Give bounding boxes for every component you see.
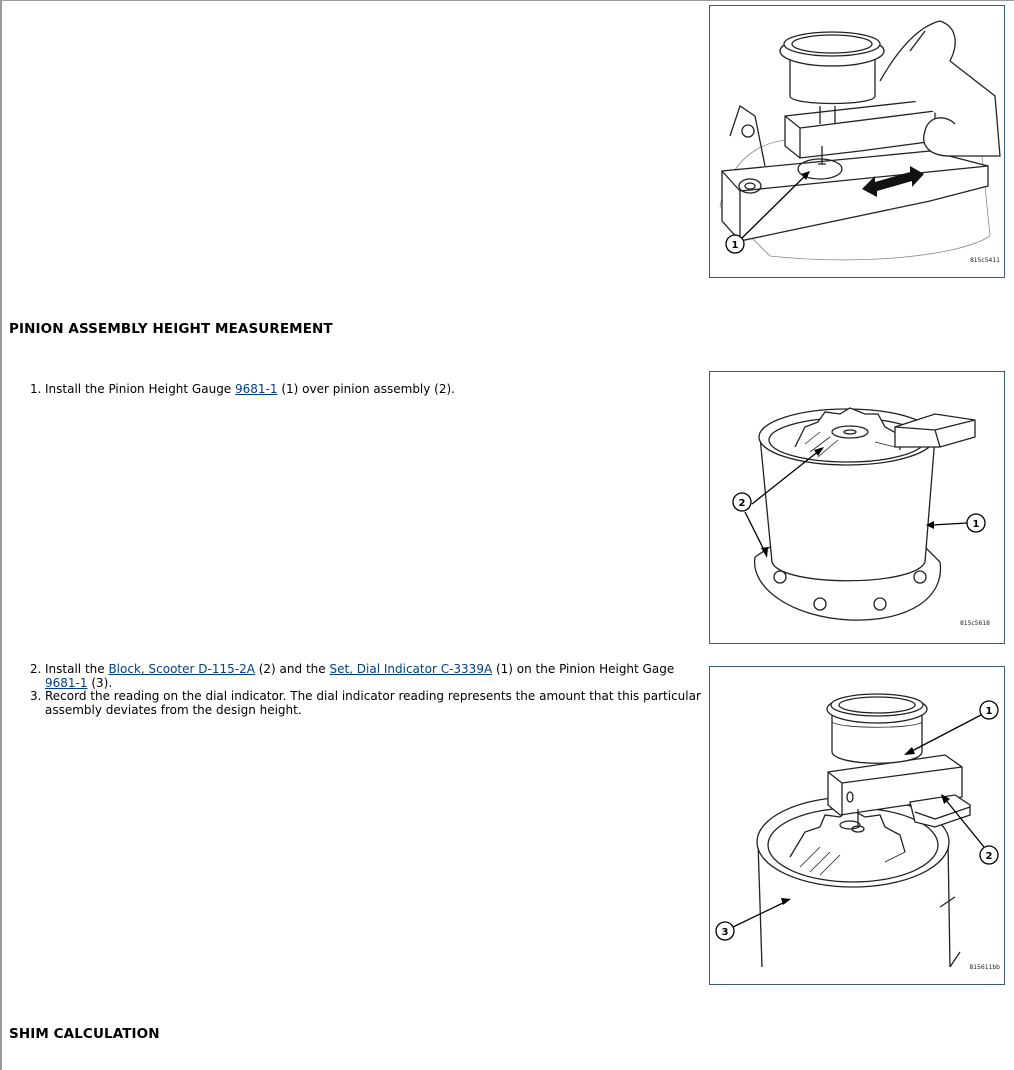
figure-3-callout-2: 2 <box>985 851 993 862</box>
figure-3-callout-3: 3 <box>721 927 729 938</box>
section-heading-shim-calculation: SHIM CALCULATION <box>9 1026 160 1042</box>
figure-3-callout-1: 1 <box>985 706 993 717</box>
figure-3-code: 815611bb <box>969 964 1000 971</box>
step-1-text-a: Install the Pinion Height Gauge <box>45 382 236 396</box>
figure-dial-on-gage <box>709 666 1005 985</box>
step-2-number: 2. <box>30 662 42 676</box>
page-left-border <box>0 0 2 1070</box>
step-2-text-b: (2) and the <box>254 662 330 676</box>
link-dial-indicator-set[interactable]: Set, Dial Indicator C-3339A <box>329 662 493 676</box>
step-1-text-b: (1) over pinion assembly (2). <box>277 382 455 396</box>
page-top-border <box>0 0 1014 1</box>
step-3 <box>30 690 710 717</box>
link-9681-1-step-2[interactable]: 9681-1 <box>45 675 88 690</box>
link-block-scooter[interactable]: Block, Scooter D-115-2A <box>108 662 255 676</box>
step-1 <box>30 383 710 397</box>
figure-2-illustration <box>710 372 1004 643</box>
figure-1-code: 815c5411 <box>969 257 1000 264</box>
step-2-text-a: Install the <box>45 662 109 676</box>
step-2-text-d: (3). <box>87 675 113 690</box>
step-2-text-c: (1) on the Pinion Height Gage <box>492 662 675 676</box>
figure-2-callout-2: 2 <box>738 498 746 509</box>
figure-1-callout-1: 1 <box>731 240 739 251</box>
figure-2-callout-1: 1 <box>972 519 980 530</box>
figure-1-illustration <box>710 6 1004 277</box>
link-9681-1[interactable]: 9681-1 <box>235 382 278 396</box>
figure-gauge-over-pinion <box>709 371 1005 644</box>
step-3-number: 3. <box>30 689 42 703</box>
section-heading-pinion-height: PINION ASSEMBLY HEIGHT MEASUREMENT <box>9 321 333 337</box>
step-3-text: Record the reading on the dial indicator. The dial indicator reading represents the amount that this particular assembly deviates from the design height. <box>45 689 701 717</box>
step-1-number: 1. <box>30 382 42 396</box>
figure-2-code: 815c5618 <box>959 620 990 627</box>
figure-3-illustration <box>710 667 1004 984</box>
step-2 <box>30 663 710 690</box>
figure-dial-gauge-on-tool <box>709 5 1005 278</box>
